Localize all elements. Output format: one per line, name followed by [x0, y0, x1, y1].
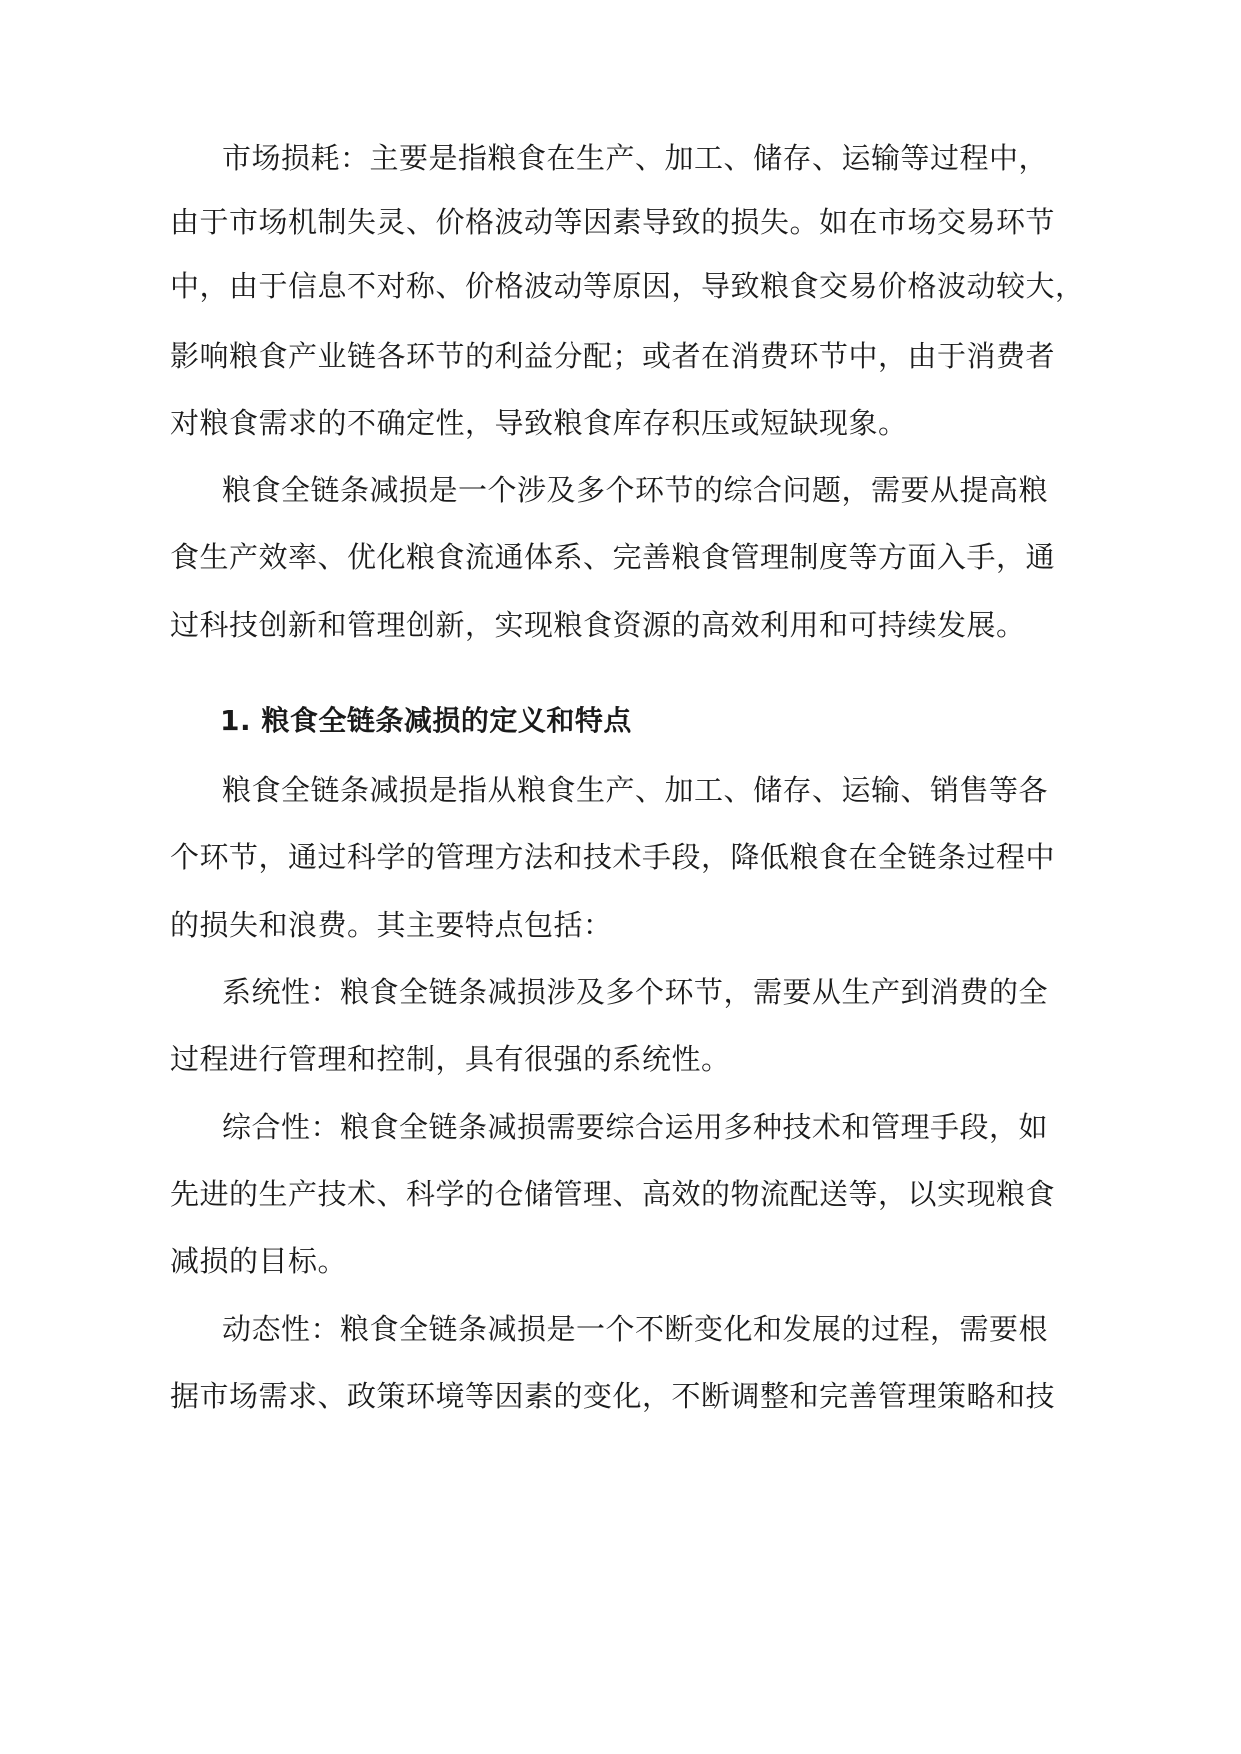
paragraph-1-line-1: 市场损耗：主要是指粮食在生产、加工、储存、运输等过程中，	[222, 141, 1049, 175]
paragraph-4-line-2: 过程进行管理和控制，具有很强的系统性。	[170, 1042, 731, 1076]
paragraph-6-line-1: 动态性：粮食全链条减损是一个不断变化和发展的过程，需要根	[222, 1312, 1049, 1346]
paragraph-5-line-1: 综合性：粮食全链条减损需要综合运用多种技术和管理手段，如	[222, 1110, 1049, 1144]
paragraph-1-line-2: 由于市场机制失灵、价格波动等因素导致的损失。如在市场交易环节	[170, 205, 1056, 239]
paragraph-6-line-2: 据市场需求、政策环境等因素的变化，不断调整和完善管理策略和技	[170, 1379, 1056, 1413]
section-heading: 1. 粮食全链条减损的定义和特点	[220, 704, 632, 737]
paragraph-2-line-1: 粮食全链条减损是一个涉及多个环节的综合问题，需要从提高粮	[222, 473, 1049, 507]
paragraph-1-line-5: 对粮食需求的不确定性，导致粮食库存积压或短缺现象。	[170, 406, 908, 440]
paragraph-5-line-2: 先进的生产技术、科学的仓储管理、高效的物流配送等，以实现粮食	[170, 1177, 1056, 1211]
paragraph-2-line-2: 食生产效率、优化粮食流通体系、完善粮食管理制度等方面入手，通	[170, 540, 1056, 574]
paragraph-1-line-4: 影响粮食产业链各环节的利益分配；或者在消费环节中，由于消费者	[170, 339, 1056, 373]
paragraph-4-line-1: 系统性：粮食全链条减损涉及多个环节，需要从生产到消费的全	[222, 975, 1049, 1009]
paragraph-3-line-1: 粮食全链条减损是指从粮食生产、加工、储存、运输、销售等各	[222, 773, 1049, 807]
paragraph-2-line-3: 过科技创新和管理创新，实现粮食资源的高效利用和可持续发展。	[170, 608, 1026, 642]
paragraph-5-line-3: 减损的目标。	[170, 1244, 348, 1278]
paragraph-1-line-3: 中，由于信息不对称、价格波动等原因，导致粮食交易价格波动较大，	[170, 269, 1085, 303]
paragraph-3-line-2: 个环节，通过科学的管理方法和技术手段，降低粮食在全链条过程中	[170, 840, 1056, 874]
paragraph-3-line-3: 的损失和浪费。其主要特点包括：	[170, 908, 613, 942]
